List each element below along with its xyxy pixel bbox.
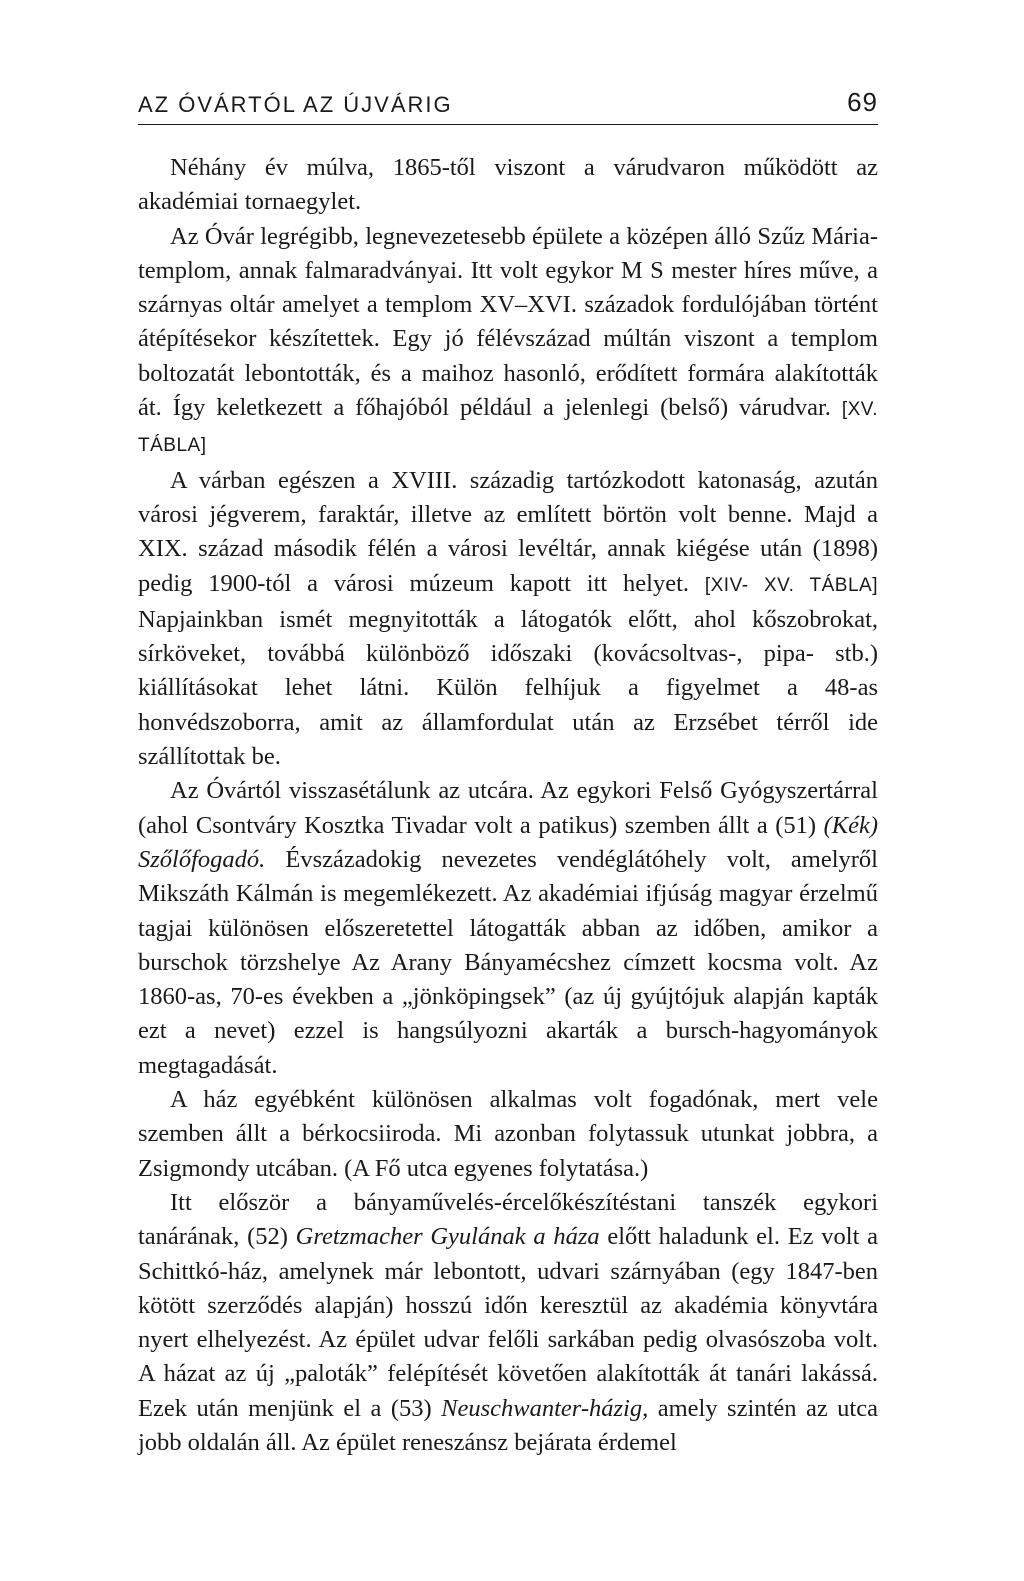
paragraph-text: Az Óvár legrégibb, legnevezetesebb épülete a középen álló Szűz Mária-templom, annak falmaradványai. Itt volt egykor M S mester híres műve, a szárnyas oltár amelyet a templom XV–XVI. századok fordulójában történt átépítésekor készítettek. Egy jó félévszázad múltán viszont a templom boltozatát lebontották, és a maihoz hasonló, erődített formára alakították át. Így keletkezett a főhajóból például a jelenlegi (belső) várudvar.	[138, 222, 878, 422]
paragraph-4	[138, 774, 878, 1083]
paragraph-text: A ház egyébként különösen alkalmas volt fogadónak, mert vele szemben állt a bérkocsiiroda. Mi azonban folytassuk utunkat jobbra, a Zsigmondy utcában. (A Fő utca egyenes folytatása.)	[138, 1086, 878, 1182]
paragraph-text: Évszázadokig nevezetes vendéglátóhely volt, amelyről Mikszáth Kálmán is megemlékezett. Az akadémiai ifjúság magyar érzelmű tagjai különösen előszeretettel látogatták abban az időben, amikor a burschok törzshelye Az Arany Bányamécshez címzett kocsma volt. Az 1860-as, 70-es években a „jönköpingsek” (az új gyújtójuk alapján kapták ezt a nevet) ezzel is hangsúlyozni akarták a bursch-hagyományok megtagadását.	[138, 845, 878, 1079]
paragraph-text: A várban egészen a XVIII. századig tartózkodott katonaság, azután városi jégverem, faraktár, illetve az említett börtön volt benne. Majd a XIX. század második félén a városi levéltár, annak kiégése után (1898) pedig 1900-tól a városi múzeum kapott itt helyet.	[138, 466, 878, 597]
running-header	[138, 78, 878, 125]
plate-reference: [XIV- XV. TÁBLA]	[704, 574, 878, 596]
place-name: Gretzmacher Gyulának a háza	[295, 1223, 600, 1251]
paragraph-text: Itt először a bányaművelés-ércelőkészítéstani tanszék egykori tanárának, (52)	[138, 1188, 878, 1251]
place-name: (Kék) Szőlőfogadó.	[138, 811, 878, 873]
paragraph-text: előtt haladunk el. Ez volt a Schittkó-ház, amelynek már lebontott, udvari szárnyában (egy 1847-ben kötött szerződés alapján) hosszú időn keresztül az akadémia könyvtára nyert elhelyezést. Az épület udvar felőli sarkában pedig olvasószoba volt. A házat az új „paloták” felépítését követően alakították át tanári lakássá. Ezek után menjünk el a (53)	[138, 1223, 879, 1422]
paragraph-2	[138, 220, 878, 464]
paragraph-5	[138, 1083, 878, 1186]
running-title: AZ ÓVÁRTÓL AZ ÚJVÁRIG	[138, 92, 453, 117]
page-number: 69	[847, 87, 878, 117]
body-text	[138, 151, 878, 1460]
paragraph-6	[138, 1186, 878, 1460]
paragraph-1	[138, 151, 878, 220]
paragraph-3	[138, 464, 878, 775]
paragraph-text: amely szintén az utca jobb oldalán áll. Az épület reneszánsz bejárata érdemel	[138, 1394, 878, 1456]
paragraph-text: Napjainkban ismét megnyitották a látogatók előtt, ahol kőszobrokat, sírköveket, továbbá különböző időszaki (kovácsoltvas-, pipa- stb.) kiállításokat lehet látni. Külön felhíjuk a figyelmet a 48-as honvédszoborra, amit az államfordulat után az Erzsébet térről ide szállítottak be.	[138, 605, 878, 771]
book-page	[138, 78, 878, 1460]
plate-reference: [XV. TÁBLA]	[138, 399, 878, 457]
paragraph-text: Néhány év múlva, 1865-től viszont a várudvaron működött az akadémiai tornaegylet.	[138, 154, 878, 216]
place-name: Neuschwanter-házig,	[441, 1394, 649, 1422]
paragraph-text: Az Óvártól visszasétálunk az utcára. Az egykori Felső Gyógyszertárral (ahol Csontváry Kosztka Tivadar volt a patikus) szemben állt a (51)	[138, 777, 878, 839]
